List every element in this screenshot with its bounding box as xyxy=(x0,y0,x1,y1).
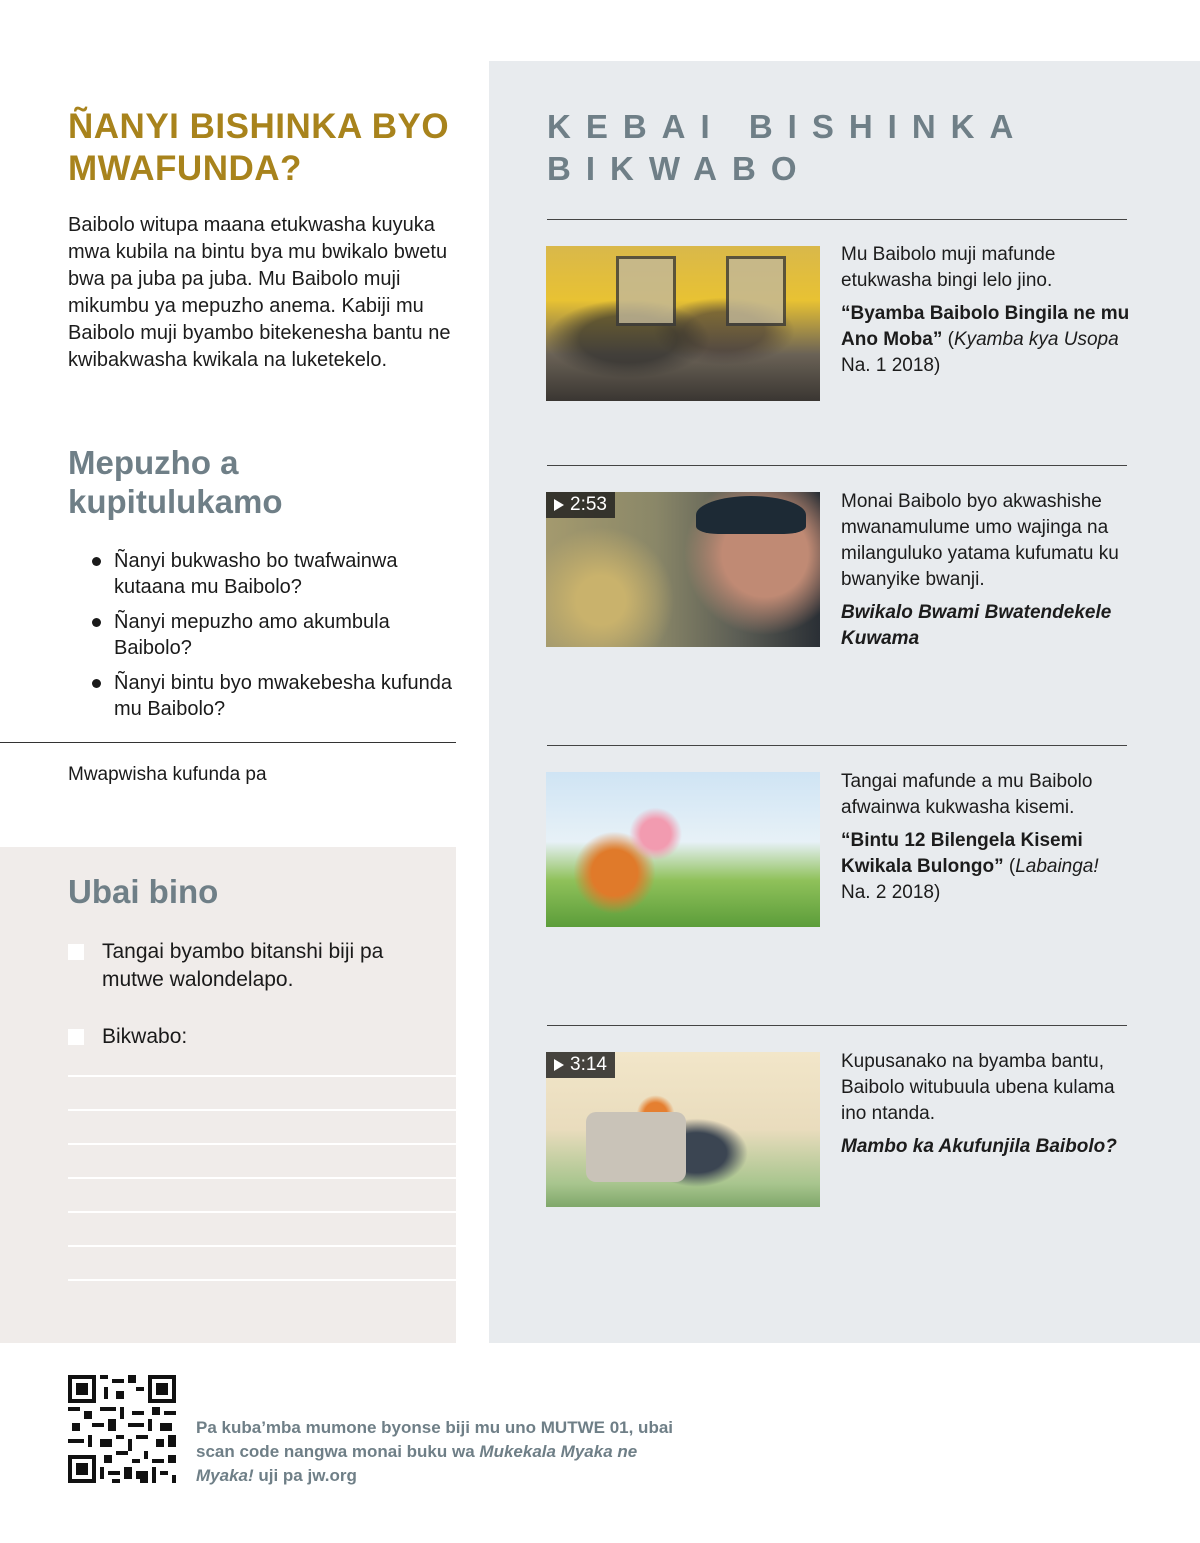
video-thumbnail-couple-reading[interactable] xyxy=(546,1052,820,1207)
divider xyxy=(547,219,1127,220)
task-item-label: Tangai byambo bitanshi biji pa mutwe walondelapo. xyxy=(102,940,384,991)
more-resources-heading: KEBAI BISHINKA BIKWABO xyxy=(547,108,1028,187)
resource-item xyxy=(841,769,1131,906)
task-heading: Ubai bino xyxy=(68,873,219,910)
checkbox-icon[interactable] xyxy=(68,944,84,960)
task-box xyxy=(0,847,456,1343)
task-item-read[interactable] xyxy=(68,938,448,994)
review-heading: Mepuzho a kupitulukamo xyxy=(68,444,283,520)
divider xyxy=(547,745,1127,746)
resource-title-link[interactable]: “Bintu 12 Bilengela Kisemi Kwikala Bulongo” (Labainga! Na. 2 2018) xyxy=(841,830,1099,903)
review-question xyxy=(90,548,456,600)
finished-date-label: Mwapwisha kufunda pa xyxy=(68,764,267,785)
resource-title-link[interactable]: Mambo ka Akufunjila Baibolo? xyxy=(841,1136,1117,1157)
resource-title-link[interactable]: “Byamba Baibolo Bingila ne mu Ano Moba” (Kyamba kya Usopa Na. 1 2018) xyxy=(841,303,1130,376)
resource-item xyxy=(841,1049,1131,1160)
review-question xyxy=(90,670,456,722)
review-questions xyxy=(90,548,456,731)
writing-line[interactable] xyxy=(68,1279,456,1281)
question-text: Ñanyi mepuzho amo akumbula Baibolo? xyxy=(114,611,390,659)
divider xyxy=(547,1025,1127,1026)
video-thumbnail-man-cap[interactable] xyxy=(546,492,820,647)
footer-note: Pa kuba’mba mumone byonse biji mu uno MUTWE 01, ubai scan code nangwa monai buku wa Mukekala Myaka ne Myaka! uji pa jw.org xyxy=(196,1418,674,1485)
resource-item xyxy=(841,242,1131,379)
resource-title-link[interactable]: Bwikalo Bwami Bwatendekele Kuwama xyxy=(841,602,1112,649)
bullet-icon xyxy=(92,557,101,566)
checkbox-icon[interactable] xyxy=(68,1029,84,1045)
resource-description: Mu Baibolo muji mafunde etukwasha bingi lelo jino. xyxy=(841,244,1056,291)
resource-description: Tangai mafunde a mu Baibolo afwainwa kukwasha kisemi. xyxy=(841,771,1093,818)
writing-line[interactable] xyxy=(68,1177,456,1179)
writing-line[interactable] xyxy=(68,1109,456,1111)
writing-line[interactable] xyxy=(68,1211,456,1213)
video-duration-badge: 2:53 xyxy=(546,492,615,518)
bullet-icon xyxy=(92,679,101,688)
divider xyxy=(0,742,456,743)
task-item-label: Bikwabo: xyxy=(102,1025,188,1048)
video-duration-badge: 3:14 xyxy=(546,1052,615,1078)
resource-description: Monai Baibolo byo akwashishe mwanamulume umo wajinga na milanguluko yatama kufumatu ku bwanyike bwanji. xyxy=(841,491,1119,590)
play-icon xyxy=(554,499,564,511)
lesson-title: ÑANYI BISHINKA BYO MWAFUNDA? xyxy=(68,107,450,188)
writing-line[interactable] xyxy=(68,1245,456,1247)
question-text: Ñanyi bintu byo mwakebesha kufunda mu Baibolo? xyxy=(114,672,452,720)
resource-item xyxy=(841,489,1131,652)
task-item-other[interactable] xyxy=(68,1023,448,1051)
divider xyxy=(547,465,1127,466)
article-thumbnail-train-station[interactable] xyxy=(546,246,820,401)
writing-line[interactable] xyxy=(68,1075,456,1077)
play-icon xyxy=(554,1059,564,1071)
intro-paragraph: Baibolo witupa maana etukwasha kuyuka mwa kubila na bintu bya mu bwikalo bwetu bwa pa juba pa juba. Mu Baibolo muji mikumbu ya mepuzho anema. Kabiji mu Baibolo muji byambo bitekenesha bantu ne kwibakwasha kwikala na luketekelo. xyxy=(68,214,451,371)
question-text: Ñanyi bukwasho bo twafwainwa kutaana mu Baibolo? xyxy=(114,550,398,598)
article-thumbnail-family[interactable] xyxy=(546,772,820,927)
review-question xyxy=(90,609,456,661)
qr-code-icon[interactable] xyxy=(68,1375,176,1483)
writing-line[interactable] xyxy=(68,1143,456,1145)
resource-description: Kupusanako na byamba bantu, Baibolo witubuula ubena kulama ino ntanda. xyxy=(841,1051,1115,1124)
bullet-icon xyxy=(92,618,101,627)
